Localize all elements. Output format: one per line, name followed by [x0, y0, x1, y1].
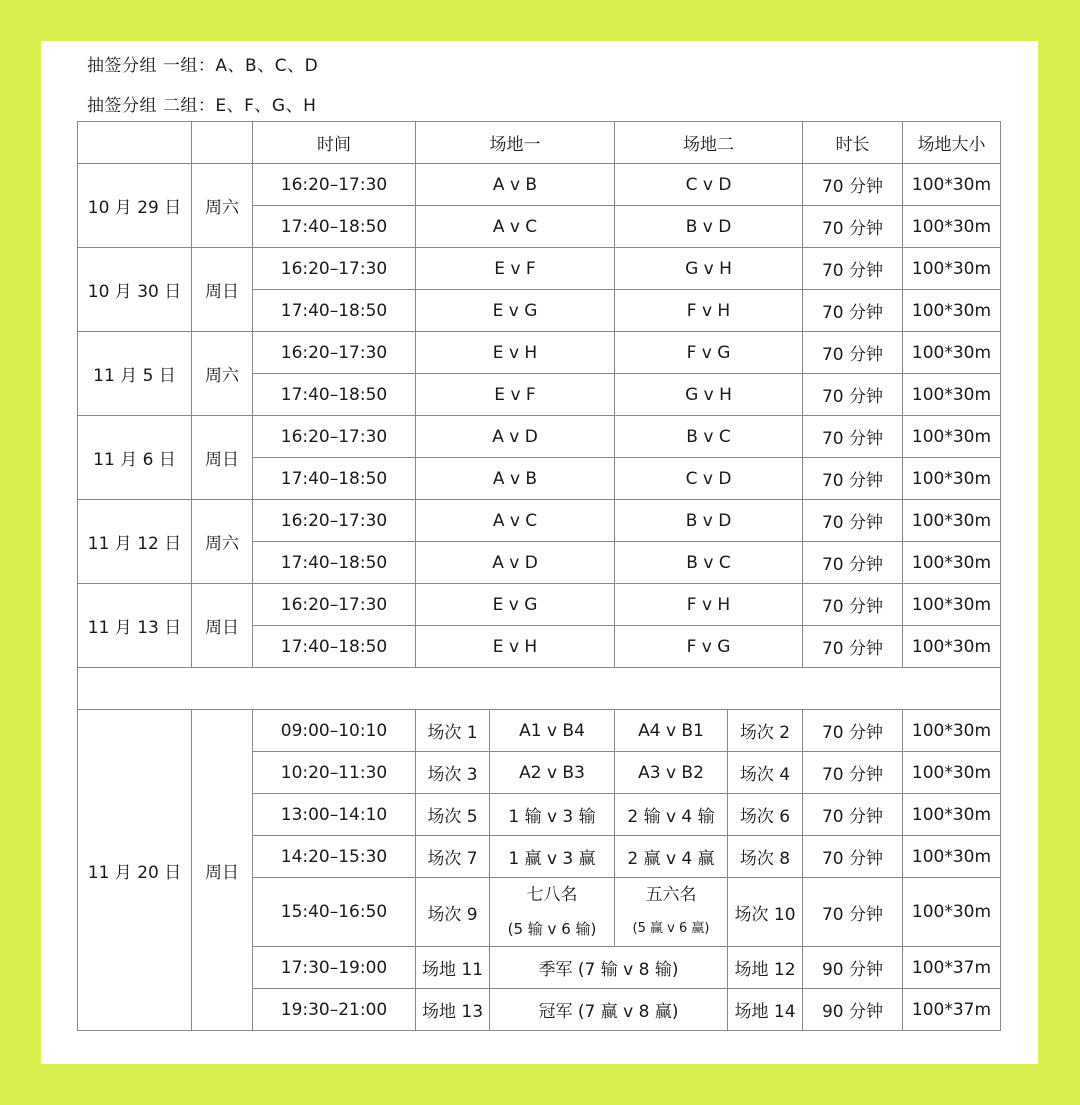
duration-cell: 70 分钟	[803, 626, 903, 668]
weekday-cell: 周六	[192, 500, 253, 584]
time-cell: 16:20–17:30	[253, 416, 416, 458]
field2-match: 2 赢 v 4 赢	[615, 836, 728, 878]
match-number-right: 场次 2	[728, 710, 803, 752]
weekday-cell: 周六	[192, 332, 253, 416]
match-number-right: 场次 10	[728, 878, 803, 947]
table-row	[78, 500, 1001, 542]
match-number-left: 场次 9	[416, 878, 490, 947]
time-cell: 16:20–17:30	[253, 164, 416, 206]
duration-cell: 70 分钟	[803, 290, 903, 332]
time-cell: 16:20–17:30	[253, 248, 416, 290]
placement-7-8-sub: (5 输 v 6 输)	[507, 920, 597, 938]
field1-match: E v G	[416, 584, 615, 626]
field2-match: A4 v B1	[615, 710, 728, 752]
field2-match	[615, 878, 728, 947]
size-cell: 100*30m	[903, 626, 1001, 668]
duration-cell: 70 分钟	[803, 248, 903, 290]
field2-match: F v H	[615, 584, 803, 626]
time-cell: 14:20–15:30	[253, 836, 416, 878]
match-number-right: 场次 6	[728, 794, 803, 836]
field2-match: F v G	[615, 332, 803, 374]
duration-cell: 70 分钟	[803, 332, 903, 374]
date-cell: 11 月 5 日	[78, 332, 192, 416]
header-field2: 场地二	[615, 122, 803, 164]
final-match: 冠军 (7 赢 v 8 赢)	[490, 989, 728, 1031]
time-cell: 16:20–17:30	[253, 332, 416, 374]
field2-match: C v D	[615, 164, 803, 206]
group-one-line: 抽签分组 一组：A、B、C、D	[87, 56, 319, 76]
field2-match: B v C	[615, 542, 803, 584]
time-cell: 17:40–18:50	[253, 626, 416, 668]
separator-row	[78, 668, 1001, 710]
size-cell: 100*30m	[903, 206, 1001, 248]
duration-cell: 70 分钟	[803, 794, 903, 836]
schedule-table	[77, 121, 1001, 1031]
size-cell: 100*30m	[903, 500, 1001, 542]
date-cell: 11 月 20 日	[78, 710, 192, 1031]
header-date-cell	[78, 122, 192, 164]
size-cell: 100*30m	[903, 374, 1001, 416]
duration-cell: 70 分钟	[803, 458, 903, 500]
duration-cell: 70 分钟	[803, 416, 903, 458]
duration-cell: 70 分钟	[803, 752, 903, 794]
duration-cell: 70 分钟	[803, 542, 903, 584]
match-number-left: 场次 5	[416, 794, 490, 836]
field1-match: E v F	[416, 248, 615, 290]
size-cell: 100*30m	[903, 584, 1001, 626]
match-number-right: 场次 8	[728, 836, 803, 878]
placement-5-6-title: 五六名	[645, 885, 697, 905]
field1-match: 1 输 v 3 输	[490, 794, 615, 836]
date-cell: 10 月 29 日	[78, 164, 192, 248]
date-cell: 11 月 13 日	[78, 584, 192, 668]
duration-cell: 90 分钟	[803, 947, 903, 989]
size-cell: 100*30m	[903, 542, 1001, 584]
field1-match: A v B	[416, 164, 615, 206]
field1-match: A v B	[416, 458, 615, 500]
field2-match: G v H	[615, 374, 803, 416]
table-row	[78, 584, 1001, 626]
field1-match: E v H	[416, 626, 615, 668]
table-row	[78, 332, 1001, 374]
weekday-cell: 周日	[192, 416, 253, 500]
duration-cell: 70 分钟	[803, 878, 903, 947]
time-cell: 17:40–18:50	[253, 458, 416, 500]
field1-match: E v H	[416, 332, 615, 374]
duration-cell: 70 分钟	[803, 836, 903, 878]
weekday-cell: 周六	[192, 164, 253, 248]
field2-match: F v G	[615, 626, 803, 668]
table-row	[78, 164, 1001, 206]
field2-match: B v D	[615, 500, 803, 542]
size-cell: 100*37m	[903, 989, 1001, 1031]
size-cell: 100*30m	[903, 332, 1001, 374]
time-cell: 13:00–14:10	[253, 794, 416, 836]
duration-cell: 70 分钟	[803, 206, 903, 248]
time-cell: 19:30–21:00	[253, 989, 416, 1031]
field1-match: A1 v B4	[490, 710, 615, 752]
size-cell: 100*37m	[903, 947, 1001, 989]
match-number-right: 场地 14	[728, 989, 803, 1031]
field2-match: G v H	[615, 248, 803, 290]
size-cell: 100*30m	[903, 290, 1001, 332]
match-number-right: 场次 4	[728, 752, 803, 794]
size-cell: 100*30m	[903, 836, 1001, 878]
header-field1: 场地一	[416, 122, 615, 164]
duration-cell: 70 分钟	[803, 710, 903, 752]
placement-7-8-title: 七八名	[526, 885, 578, 905]
header-time: 时间	[253, 122, 416, 164]
duration-cell: 70 分钟	[803, 584, 903, 626]
time-cell: 09:00–10:10	[253, 710, 416, 752]
weekday-cell: 周日	[192, 584, 253, 668]
size-cell: 100*30m	[903, 164, 1001, 206]
field2-match: 2 输 v 4 输	[615, 794, 728, 836]
header-weekday-cell	[192, 122, 253, 164]
field1-match: A v C	[416, 206, 615, 248]
time-cell: 17:40–18:50	[253, 542, 416, 584]
schedule-sheet	[41, 41, 1038, 1064]
field1-match: A2 v B3	[490, 752, 615, 794]
separator-cell	[78, 668, 1001, 710]
size-cell: 100*30m	[903, 752, 1001, 794]
size-cell: 100*30m	[903, 878, 1001, 947]
field2-match: B v C	[615, 416, 803, 458]
duration-cell: 70 分钟	[803, 164, 903, 206]
header-size: 场地大小	[903, 122, 1001, 164]
size-cell: 100*30m	[903, 458, 1001, 500]
time-cell: 16:20–17:30	[253, 584, 416, 626]
time-cell: 17:40–18:50	[253, 206, 416, 248]
placement-5-6-sub: (5 赢 v 6 赢)	[632, 921, 710, 936]
duration-cell: 70 分钟	[803, 500, 903, 542]
header-row	[78, 122, 1001, 164]
header-duration: 时长	[803, 122, 903, 164]
date-cell: 11 月 6 日	[78, 416, 192, 500]
time-cell: 10:20–11:30	[253, 752, 416, 794]
field1-match: E v G	[416, 290, 615, 332]
weekday-cell: 周日	[192, 710, 253, 1031]
field1-match: A v D	[416, 542, 615, 584]
field2-match: F v H	[615, 290, 803, 332]
field2-match: A3 v B2	[615, 752, 728, 794]
time-cell: 17:40–18:50	[253, 374, 416, 416]
time-cell: 17:30–19:00	[253, 947, 416, 989]
field1-match	[490, 878, 615, 947]
table-row	[78, 710, 1001, 752]
match-number-left: 场次 3	[416, 752, 490, 794]
table-row	[78, 248, 1001, 290]
group-two-line: 抽签分组 二组：E、F、G、H	[87, 96, 317, 116]
match-number-left: 场次 7	[416, 836, 490, 878]
match-number-right: 场地 12	[728, 947, 803, 989]
date-cell: 10 月 30 日	[78, 248, 192, 332]
size-cell: 100*30m	[903, 248, 1001, 290]
weekday-cell: 周日	[192, 248, 253, 332]
size-cell: 100*30m	[903, 710, 1001, 752]
duration-cell: 70 分钟	[803, 374, 903, 416]
duration-cell: 90 分钟	[803, 989, 903, 1031]
table-row	[78, 416, 1001, 458]
date-cell: 11 月 12 日	[78, 500, 192, 584]
match-number-left: 场次 1	[416, 710, 490, 752]
third-place-match: 季军 (7 输 v 8 输)	[490, 947, 728, 989]
field2-match: B v D	[615, 206, 803, 248]
field1-match: E v F	[416, 374, 615, 416]
time-cell: 17:40–18:50	[253, 290, 416, 332]
time-cell: 16:20–17:30	[253, 500, 416, 542]
size-cell: 100*30m	[903, 794, 1001, 836]
match-number-left: 场地 13	[416, 989, 490, 1031]
match-number-left: 场地 11	[416, 947, 490, 989]
field1-match: A v C	[416, 500, 615, 542]
field1-match: 1 赢 v 3 赢	[490, 836, 615, 878]
size-cell: 100*30m	[903, 416, 1001, 458]
field1-match: A v D	[416, 416, 615, 458]
time-cell: 15:40–16:50	[253, 878, 416, 947]
field2-match: C v D	[615, 458, 803, 500]
